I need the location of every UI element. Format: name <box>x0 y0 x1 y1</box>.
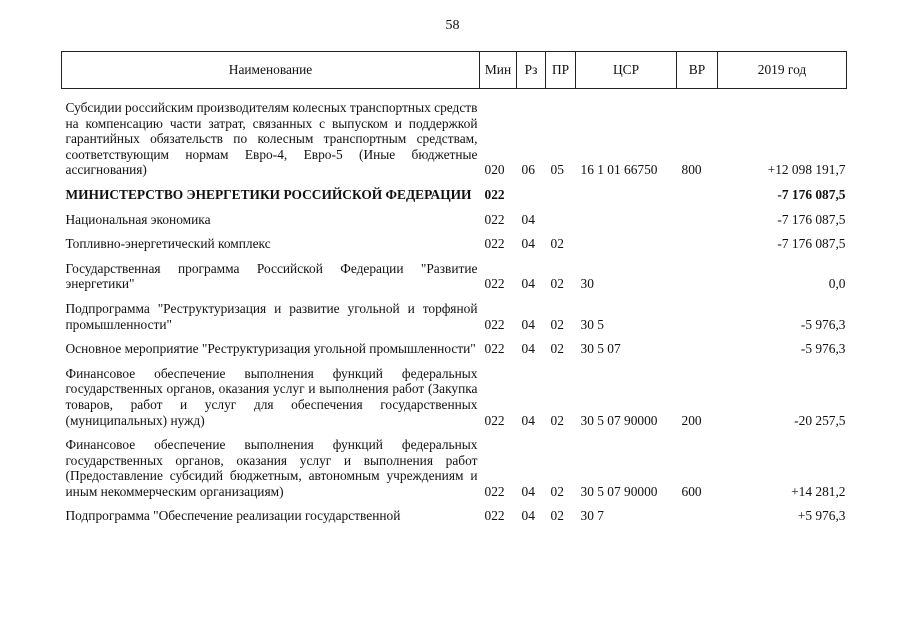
row-pr: 02 <box>550 276 564 292</box>
table-row <box>62 292 847 332</box>
row-rz: 04 <box>521 276 535 292</box>
row-amount: +14 281,2 <box>791 483 846 499</box>
row-csr: 30 5 07 <box>580 341 621 357</box>
row-pr: 05 <box>550 162 564 178</box>
row-amount: -5 976,3 <box>800 341 846 357</box>
row-csr <box>576 203 677 228</box>
row-min: 022 <box>484 211 505 227</box>
row-name: Подпрограмма "Реструктуризация и развитие угольной и торфяной промышленности" <box>65 300 478 332</box>
row-csr <box>576 227 677 252</box>
row-amount: -5 976,3 <box>800 316 846 332</box>
table-row <box>62 332 847 357</box>
row-vr <box>677 203 718 228</box>
table-row <box>62 357 847 428</box>
row-pr: 02 <box>550 236 564 252</box>
row-csr: 30 <box>580 276 594 292</box>
row-name: Топливно-энергетический комплекс <box>65 236 271 252</box>
table-row <box>62 499 847 524</box>
page-number: 58 <box>445 18 460 33</box>
row-vr <box>677 332 718 357</box>
row-vr <box>677 292 718 332</box>
row-pr <box>546 203 576 228</box>
row-amount: -7 176 087,5 <box>777 186 846 202</box>
row-min: 022 <box>484 236 505 252</box>
row-pr: 02 <box>550 508 564 524</box>
row-csr: 30 5 <box>580 316 604 332</box>
row-csr <box>576 178 677 203</box>
row-rz: 04 <box>521 341 535 357</box>
table-row <box>62 227 847 252</box>
budget-table <box>61 51 847 524</box>
row-pr: 02 <box>550 341 564 357</box>
header-pr: ПР <box>546 52 576 89</box>
table-row <box>62 203 847 228</box>
row-vr <box>677 499 718 524</box>
row-csr: 30 7 <box>580 508 604 524</box>
table-row <box>62 428 847 499</box>
row-amount: 0,0 <box>828 276 846 292</box>
row-vr <box>677 252 718 292</box>
row-vr: 600 <box>681 483 702 499</box>
row-name: МИНИСТЕРСТВО ЭНЕРГЕТИКИ РОССИЙСКОЙ ФЕДЕРАЦИИ <box>65 186 472 202</box>
row-name: Основное мероприятие "Реструктуризация угольной промышленности" <box>65 341 476 357</box>
header-csr: ЦСР <box>576 52 677 89</box>
header-year: 2019 год <box>718 52 847 89</box>
table-row <box>62 89 847 178</box>
row-amount: +5 976,3 <box>797 508 846 524</box>
row-min: 022 <box>484 483 505 499</box>
row-min: 022 <box>484 276 505 292</box>
row-min: 022 <box>484 508 505 524</box>
row-pr: 02 <box>550 316 564 332</box>
row-csr: 30 5 07 90000 <box>580 412 658 428</box>
row-rz: 04 <box>521 211 535 227</box>
table-body <box>62 89 847 525</box>
row-csr: 30 5 07 90000 <box>580 483 658 499</box>
row-rz: 04 <box>521 236 535 252</box>
row-vr <box>677 227 718 252</box>
row-rz: 06 <box>521 162 535 178</box>
header-min: Мин <box>480 52 517 89</box>
row-rz <box>517 178 546 203</box>
row-amount: -7 176 087,5 <box>777 236 846 252</box>
row-vr: 200 <box>681 412 702 428</box>
row-amount: -7 176 087,5 <box>777 211 846 227</box>
row-rz: 04 <box>521 412 535 428</box>
row-name: Государственная программа Российской Федерации "Развитие энергетики" <box>65 260 478 292</box>
row-name: Субсидии российским производителям колесных транспортных средств на компенсацию части затрат, связанных с выпуском и поддержкой гарантийных обязательств по колесным транспортным средствам, соответствующим нормам Евро-4, Евро-5 (Иные бюджетные ассигнования) <box>65 100 478 178</box>
row-name: Национальная экономика <box>65 211 211 227</box>
header-rz: Рз <box>517 52 546 89</box>
header-vr: ВР <box>677 52 718 89</box>
row-name: Подпрограмма "Обеспечение реализации государственной <box>65 508 401 524</box>
table-row <box>62 178 847 203</box>
row-name: Финансовое обеспечение выполнения функций федеральных государственных органов, оказания услуг и выполнения работ (Закупка товаров, работ и услуг для обеспечения государственных (муниципальных) нужд) <box>65 365 478 428</box>
row-amount: +12 098 191,7 <box>767 162 846 178</box>
row-rz: 04 <box>521 508 535 524</box>
row-csr: 16 1 01 66750 <box>580 162 658 178</box>
row-vr <box>677 178 718 203</box>
row-pr <box>546 178 576 203</box>
row-min: 022 <box>484 412 505 428</box>
row-min: 020 <box>484 162 505 178</box>
row-name: Финансовое обеспечение выполнения функций федеральных государственных органов, оказания услуг и выполнения работ (Предоставление субсидий бюджетным, автономным учреждениям и иным некоммерческим организациям) <box>65 437 478 499</box>
row-amount: -20 257,5 <box>794 412 846 428</box>
row-pr: 02 <box>550 483 564 499</box>
row-min: 022 <box>484 186 505 202</box>
row-min: 022 <box>484 341 505 357</box>
table-header <box>62 52 847 89</box>
row-min: 022 <box>484 316 505 332</box>
row-rz: 04 <box>521 316 535 332</box>
row-pr: 02 <box>550 412 564 428</box>
row-vr: 800 <box>681 162 702 178</box>
header-name: Наименование <box>62 52 480 89</box>
table-row <box>62 252 847 292</box>
row-rz: 04 <box>521 483 535 499</box>
